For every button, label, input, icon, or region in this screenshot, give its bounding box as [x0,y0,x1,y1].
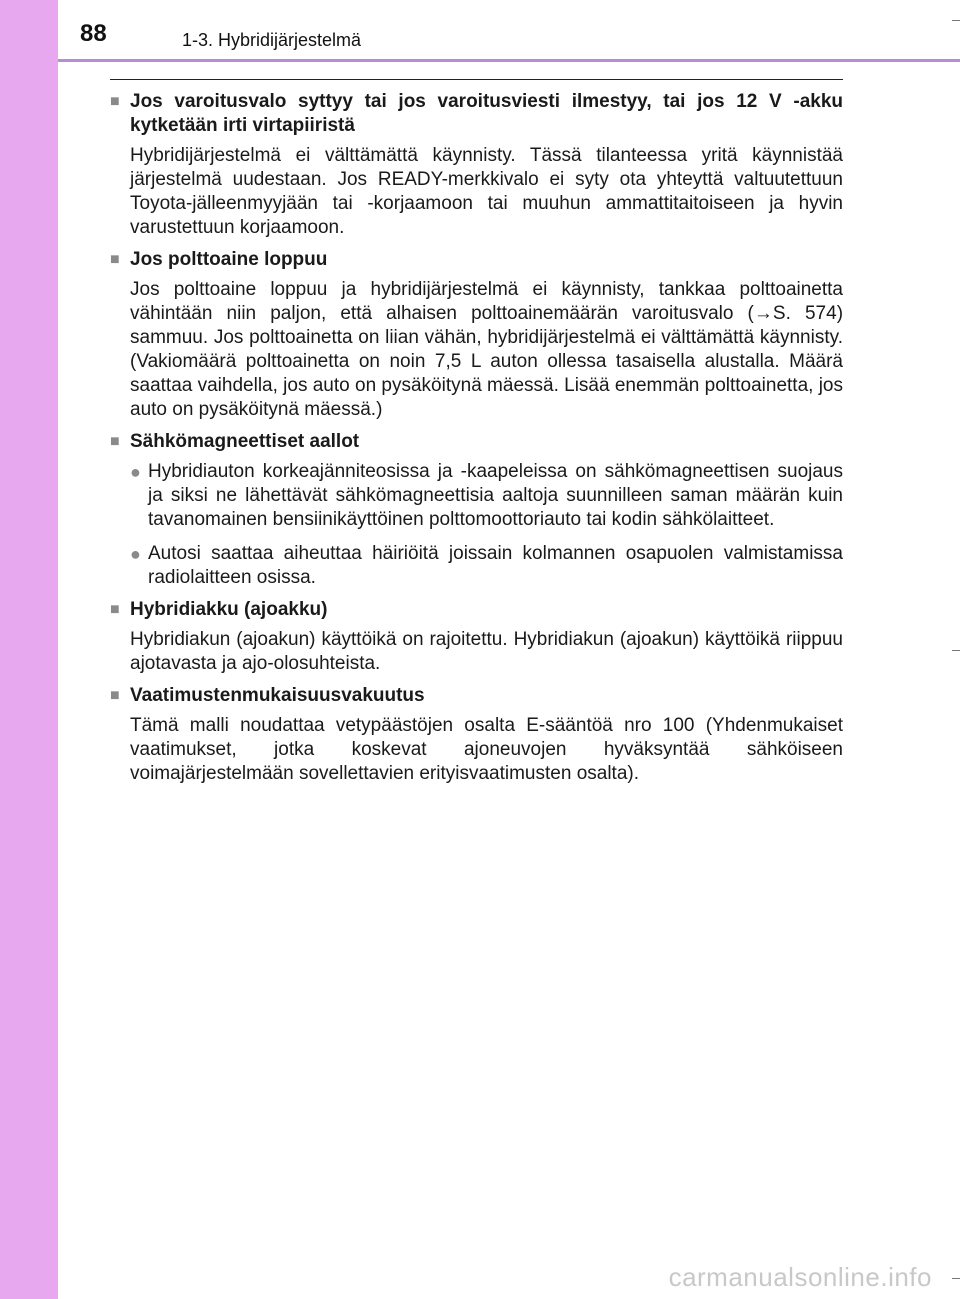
watermark: carmanualsonline.info [668,1262,932,1292]
section-heading: ■ Hybridiakku (ajoakku) [110,599,328,620]
crop-mark [952,1278,960,1279]
crop-mark [952,650,960,651]
arrow-right-icon: → [753,303,773,324]
square-bullet-icon: ■ [110,601,120,618]
section-conformity [110,684,843,786]
header-divider [58,59,960,62]
section-body: Jos polttoaine loppuu ja hybridijärjestelmä ei käynnisty, tankkaa polttoainetta vähintään niin paljon, että alhaisen polttoainemäärän varoitusvalo (→S. 574) sammuu. Jos polttoainetta on liian vähän, hybridijärjestelmä ei välttämättä käynnisty. (Vakiomäärä polttoainetta on noin 7,5 L auton ollessa tasaisella alustalla. Määrä saattaa vaihdella, jos auto on pysäköitynä mäessä. Lisää enemmän polttoainetta, jos auto on pysäköitynä mäessä.) [130,279,844,420]
square-bullet-icon: ■ [110,93,120,110]
page-content [110,90,843,794]
top-rule [110,79,843,80]
section-heading: ■ Vaatimustenmukaisuusvakuutus [110,685,425,706]
square-bullet-icon: ■ [110,687,120,704]
section-heading: ■ Sähkömagneettiset aallot [110,431,360,452]
section-heading: ■ Jos polttoaine loppuu [110,249,328,270]
circle-bullet-icon: ● [130,544,141,564]
square-bullet-icon: ■ [110,251,120,268]
section-body: Tämä malli noudattaa vetypäästöjen osalta E-sääntöä nro 100 (Yhdenmukaiset vaatimukset, jotka koskevat ajoneuvojen hyväksyntää sähköiseen voimajärjestelmään sovellettavien erityisvaatimusten osalta). [130,715,843,784]
list-item: ● Hybridiauton korkeajänniteosissa ja -kaapeleissa on sähkömagneettisen suojaus ja siksi ne lähettävät sähkömagneettisia aaltoja suunnilleen saman määrän kuin tavanomainen bensiinikäyttöinen polttomoottoriauto tai kodin sähkölaitteet. [130,461,843,530]
section-fuel [110,248,843,422]
crop-mark [952,20,960,21]
list-item: ● Autosi saattaa aiheuttaa häiriöitä joissain kolmannen osapuolen valmistamissa radiolaitteen osissa. [130,543,843,588]
section-em-waves [110,430,843,590]
section-hybrid-battery [110,598,843,676]
section-warning-light [110,90,843,240]
section-heading: ■ Jos varoitusvalo syttyy tai jos varoitusviesti ilmestyy, tai jos 12 V -akku kytketään irti virtapiiristä [110,91,843,136]
section-title: 1-3. Hybridijärjestelmä [182,30,362,50]
section-body: Hybridijärjestelmä ei välttämättä käynnisty. Tässä tilanteessa yritä käynnistää järjestelmä uudestaan. Jos READY-merkkivalo ei syty ota yhteyttä valtuutettuun Toyota-jälleenmyyjään tai -korjaamoon tai muuhun ammattitaitoiseen ja hyvin varustettuun korjaamoon. [130,145,843,238]
page-number: 88 [80,20,107,47]
page-reference[interactable]: S. 574 [772,303,837,324]
section-body: Hybridiakun (ajoakun) käyttöikä on rajoitettu. Hybridiakun (ajoakun) käyttöikä riippuu ajotavasta ja ajo-olosuhteista. [130,629,843,674]
square-bullet-icon: ■ [110,433,120,450]
circle-bullet-icon: ● [130,462,141,482]
side-color-strip [0,0,58,1299]
